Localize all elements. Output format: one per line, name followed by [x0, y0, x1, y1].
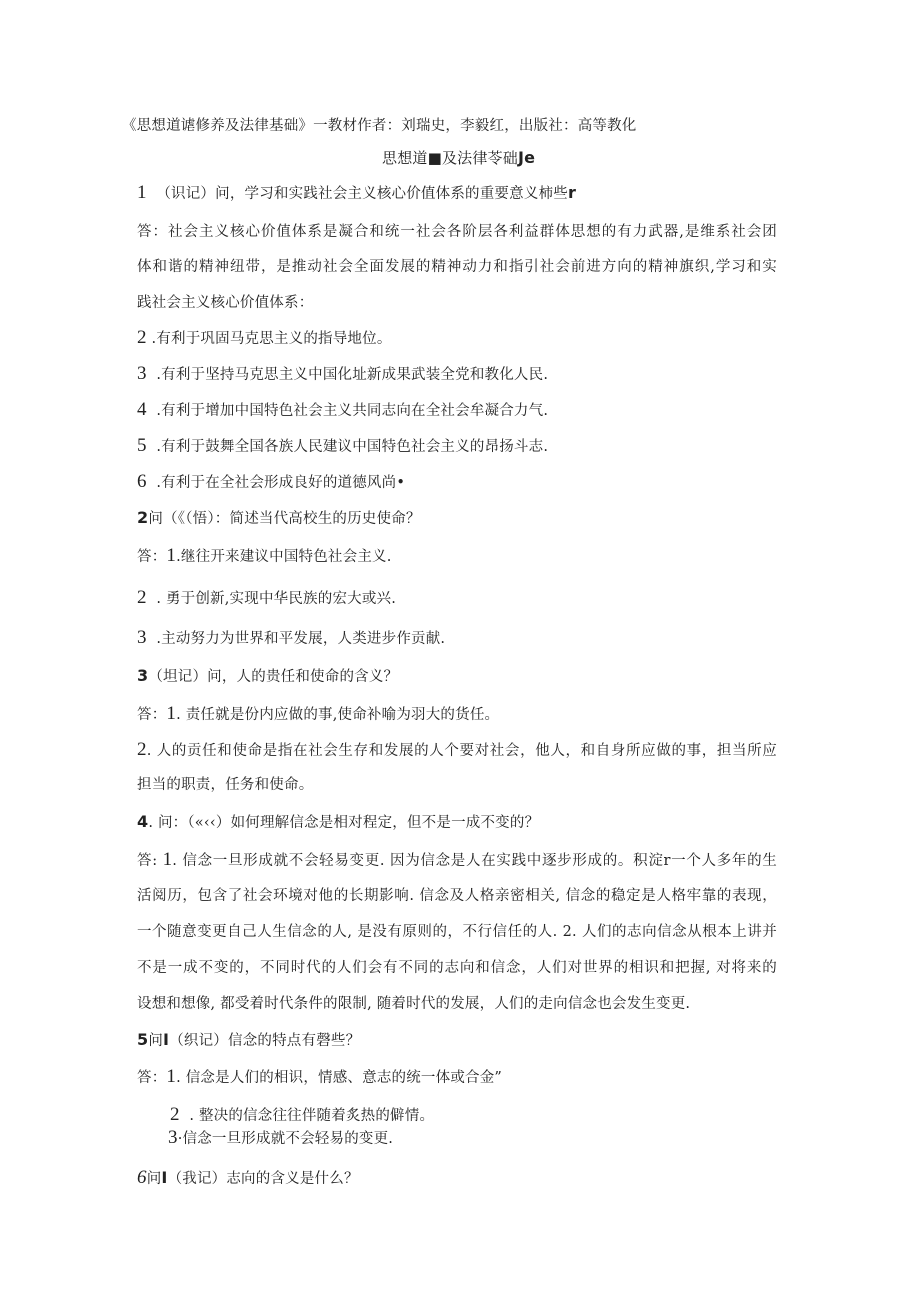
item-number: 2	[170, 1104, 180, 1125]
answer-5-line-1	[137, 1067, 502, 1088]
list-item	[137, 588, 396, 609]
title-text: 思想道	[382, 149, 428, 167]
item-text: . 信念是人们的相识，情感、意志的统一体或合金”	[176, 1070, 503, 1086]
item-text: .有利于巩固马克思主义的指导地位。	[151, 331, 392, 347]
item-number: 1	[166, 545, 177, 566]
item-text: .有利于鼓舞全国各族人民建议中国特色社会主义的昂扬斗志.	[156, 439, 549, 455]
item-text: .有利于坚持马克思主义中国化址新成果武装全党和教化人民.	[156, 367, 549, 383]
item-text: .继往开来建议中国特色社会主义.	[176, 549, 392, 565]
item-text: . 人的贡任和使命是指在社会生存和发展的人个要对社会，他人，和自身所应做的事，担当所应	[146, 743, 777, 759]
item-number: 1	[162, 849, 173, 870]
title-block-glyph: ■	[427, 149, 442, 167]
list-item	[137, 472, 405, 493]
answer-4-line-2: 活阅历，包含了社会环境对他的长期影响. 信念及人格亲密相关, 信念的稳定是人格牢靠的表现，	[137, 888, 777, 904]
item-text: . 勇于创新,实现中华民族的宏大或兴.	[156, 591, 397, 607]
question-marker: I	[161, 1168, 168, 1187]
answer-1-line-3: 践社会主义核心价值体系：	[137, 295, 314, 311]
answer-4-line-4: 不是一成不变的，不同时代的人们会有不同的志向和信念，人们对世界的相识和把握, 对将来的	[137, 960, 777, 976]
question-3	[137, 666, 398, 687]
question-text: （我记）志向的含义是什么？	[167, 1171, 359, 1187]
question-text: . 问：（«‹‹）如何理解信念是相对程定，但不是一成不变的？	[148, 815, 540, 831]
question-prefix: 问	[146, 1171, 162, 1187]
list-item	[168, 1128, 393, 1149]
item-number: 3	[168, 1127, 178, 1148]
item-number: 3	[137, 627, 147, 648]
answer-1-line-1: 答：社会主义核心价值体系是凝合和统一社会各阶层各利益群体思想的有力武器,是维系社会团	[137, 224, 777, 240]
answer-prefix: 答：	[137, 549, 167, 565]
answer-3-line-3: 担当的职责，任务和使命。	[137, 777, 314, 793]
answer-4-line-1	[137, 850, 777, 871]
item-text: .有利于增加中国特色社会主义共同志向在全社会牟凝合力气.	[156, 403, 549, 419]
title-suffix: Je	[518, 148, 536, 167]
item-number: 5	[137, 435, 147, 456]
list-item	[170, 1105, 434, 1126]
answer-3-line-1	[137, 704, 499, 725]
item-text: .主动努力为世界和平发展，人类进步作贡献.	[156, 631, 446, 647]
question-number: 1	[137, 182, 147, 203]
answer-3-line-2	[137, 740, 777, 761]
question-text: （识记）问，学习和实践社会主义核心价值体系的重要意义柿些	[156, 186, 568, 202]
subtitle-text: 《思想道谑修养及法律基础》一教材作者：刘瑞史，李毅红，出版社：高等教化	[122, 118, 637, 134]
item-number: 2	[137, 327, 147, 348]
list-item	[137, 436, 548, 457]
question-number: 2	[137, 508, 149, 527]
question-suffix: r	[567, 183, 577, 202]
question-number: 5	[137, 1030, 149, 1049]
item-text: .有利于在全社会形成良好的道德风尚•	[156, 475, 406, 491]
answer-prefix: 答：	[137, 707, 167, 723]
answer-1-line-2: 体和谐的精神纽带，是推动社会全面发展的精神动力和指引社会前进方向的精神旗织,学习和实	[137, 259, 777, 275]
item-text: . 责任就是份内应做的事,使命补喻为羽大的货任。	[176, 707, 500, 723]
item-number: 3	[137, 363, 147, 384]
question-text: （织记）信念的特点有磬些？	[169, 1033, 361, 1049]
item-number: 1	[166, 1066, 177, 1087]
answer-prefix: 答:	[137, 853, 163, 869]
answer-2-line-1	[137, 546, 392, 567]
question-text: 问（《（悟）：简述当代高校生的历史使命？	[148, 511, 421, 527]
question-text: （坦记）问，人的贵任和使命的含义？	[148, 669, 399, 685]
item-number: 2	[137, 739, 147, 760]
question-number: 3	[137, 666, 149, 685]
list-item	[137, 328, 392, 349]
question-marker: I	[163, 1030, 170, 1049]
item-number: 2	[137, 587, 147, 608]
question-1	[137, 183, 576, 204]
answer-4-line-3: 一个随意变更自己人生信念的人, 是没有原则的，不行信任的人. 2. 人们的志向信念从根本上讲并	[137, 924, 777, 940]
list-item	[137, 400, 548, 421]
question-number: 4	[137, 812, 149, 831]
title-rest-text: 及法律苓础	[441, 149, 518, 167]
document-title	[382, 148, 535, 168]
item-number: 6	[137, 471, 147, 492]
item-text: . 整决的信念往往伴随着炙热的僻情。	[189, 1108, 435, 1124]
list-item	[137, 628, 445, 649]
document-subtitle	[122, 116, 637, 136]
question-6	[137, 1168, 359, 1189]
list-item	[137, 364, 548, 385]
item-text: ·信念一旦形成就不会轻易的变更.	[177, 1131, 394, 1147]
answer-4-line-5: 设想和想像, 都受着时代条件的限制, 随着时代的发展，人们的走向信念也会发生变更.	[137, 996, 691, 1012]
item-number: 4	[137, 399, 147, 420]
item-text: . 信念一旦形成就不会轻易变更. 因为信念是人在实践中逐步形成的。积淀r一个人多年的生	[172, 853, 777, 869]
question-5	[137, 1030, 360, 1051]
question-4	[137, 812, 539, 833]
question-prefix: 问	[148, 1033, 164, 1049]
question-number: 6	[137, 1167, 147, 1188]
item-number: 1	[166, 703, 177, 724]
answer-prefix: 答：	[137, 1070, 167, 1086]
question-2	[137, 508, 421, 529]
